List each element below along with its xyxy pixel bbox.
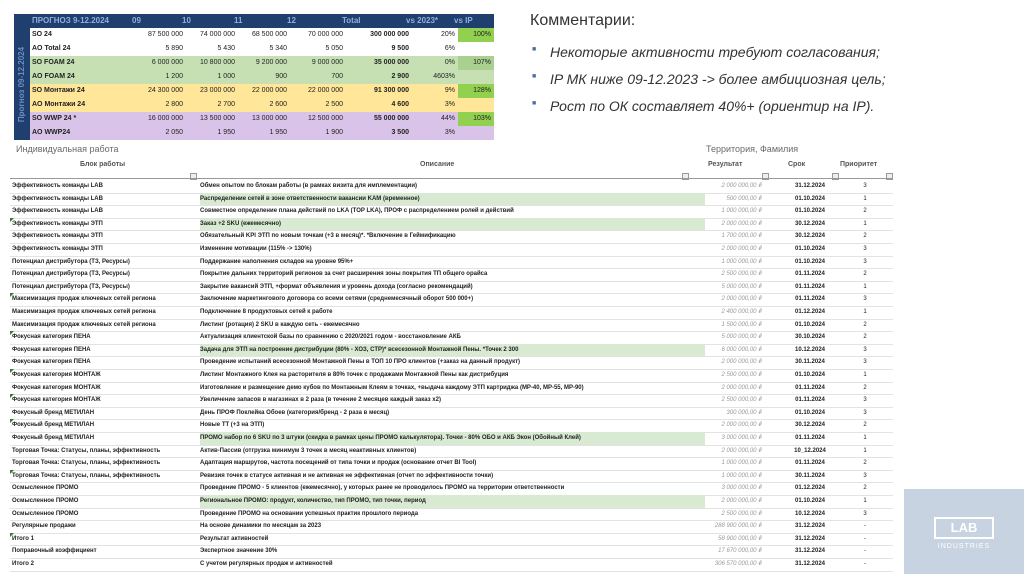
cell-description: Актив-Пассив (отгрузка минимум 3 точек в месяц неактивных клиентов) [200,447,417,454]
cell-deadline: 01.11.2024 [795,397,825,404]
forecast-cell-m09: 2 800 [165,101,183,108]
cell-priority: 1 [863,195,867,202]
cell-block: Эффективность команды ЭТП [12,233,103,240]
forecast-header-10: 10 [182,16,191,25]
forecast-row [30,28,494,42]
cell-deadline: 01.10.2024 [794,372,826,378]
forecast-header-vs2023: vs 2023* [406,16,439,25]
cell-deadline: 01.12.2024 [794,309,826,315]
forecast-row-label: AO WWP24 [32,129,71,136]
forecast-row [30,112,494,126]
cell-deadline: 01.11.2024 [795,271,825,278]
cell-description: Листинг Монтажного Клея на расторителя в 80% точек с продажами Монтажной Пены как дистрибуция [200,372,509,378]
cell-description: Адаптация маршрутов, частота посещений от типа точки и продаж (основание отчет BI Tool) [200,460,477,467]
cell-priority: 2 [863,233,867,240]
table-row[interactable] [10,256,893,270]
forecast-cell-m09: 16 000 000 [147,115,183,122]
cell-result: 2 000 000,00 ₽ [721,384,762,391]
cell-description: Ревизия точек в статусе активная и не активная не эффективная (отчет по эффективности точки) [200,472,494,479]
cell-deadline: 30.12.2024 [794,220,826,227]
cell-description: Заключение маркетингового договора со всеми сетями (среднемесячный оборот 500 000+) [200,296,474,303]
comment-marker-icon [10,419,14,423]
cell-deadline: 30.10.2024 [794,334,826,341]
cell-result: 1 000 000,00 ₽ [721,472,762,479]
forecast-cell-m12: 2 500 [325,101,343,108]
forecast-cell-total: 35 000 000 [373,59,409,66]
cell-description: Покрытие дальних территорий регионов за счет расширения зоны покрытия ТП общего opaйса [200,271,488,278]
forecast-cell-vs2023: 9% [444,87,455,94]
cell-priority: 3 [863,296,867,303]
forecast-header [14,14,494,28]
forecast-cell-vsip: 103% [458,112,494,126]
cell-priority: 1 [863,435,867,441]
forecast-cell-vsip: 107% [458,56,494,70]
cell-block: Фокусная категория МОНТАЖ [12,384,101,391]
cell-block: Эффективность команды LAB [12,183,103,189]
cell-deadline: 01.11.2024 [795,296,825,303]
cell-description: Проведение ПРОМО - 5 клиентов (ежемесячно), у которых ранее не проводилось ПРОМО на территории ответственности [200,485,565,492]
cell-description: Обмен опытом по блокам работы (в рамках визита для имплементации) [200,183,418,189]
cell-deadline: 01.10.2024 [794,498,826,504]
cell-result: 2 000 000,00 ₽ [721,498,762,504]
cell-description: Изменение мотивации (115% -> 130%) [200,246,312,252]
cell-result: 1 000 000,00 ₽ [721,460,762,467]
cell-description: Поддержание наполнения складов на уровне 95%+ [200,258,354,265]
cell-block: Эффективность команды LAB [12,195,103,202]
cell-description: Изготовление и размещение демо кубов по Монтажным Клеям в точках, +выдача каждому ЭТП картриджа (МР-40, МР-55, МР-90) [200,384,584,391]
cell-priority: 2 [863,271,867,278]
forecast-row [30,42,494,56]
table-row[interactable] [10,432,893,446]
table-row[interactable] [10,193,893,207]
cell-deadline: 31.12.2024 [794,523,826,530]
cell-block: Регулярные продажи [12,523,76,530]
table-row[interactable] [10,533,893,547]
cell-description: ПРОМО набор по 6 SKU по 3 штуки (скидка в рамках цены ПРОМО калькулятора). Точки - 80% ОБО и АКБ Экон (Обойный Клей) [200,432,705,445]
forecast-cell-m11: 13 000 000 [251,115,287,122]
cell-description: С учетом регулярных продаж и активностей [200,561,333,567]
table-row[interactable] [10,218,893,232]
forecast-header-vsip: vs IP [454,16,473,25]
cell-description: День ПРОФ Поклейка Обоев (категория/бренд - 2 раза в месяц) [200,409,390,416]
cell-block: Потенциал дистрибутора (ТЗ, Ресурсы) [12,271,130,278]
forecast-row-label: SO Монтажи 24 [32,87,85,94]
forecast-row [30,126,494,140]
section-label-territory: Территория, Фамилия [706,144,799,154]
table-row[interactable] [10,482,893,496]
cell-priority: - [864,561,866,567]
cell-deadline: 31.12.2024 [794,183,826,189]
cell-priority: 2 [863,460,867,467]
cell-deadline: 30.12.2024 [794,422,826,429]
cell-description: Проведение испытаний всесезонной Монтажной Пены в ТОП 10 ПРО клиентов (+заказ на данный продукт) [200,359,521,366]
comment-marker-icon [10,470,14,474]
table-row[interactable] [10,558,893,572]
forecast-cell-vsip [458,42,494,56]
forecast-cell-m12: 22 000 000 [307,87,343,94]
forecast-cell-m09: 24 300 000 [147,87,183,94]
cell-deadline: 30.11.2024 [795,359,825,366]
cell-priority: 1 [863,283,867,290]
forecast-cell-vsip: 128% [458,84,494,98]
cell-deadline: 01.11.2024 [795,460,825,467]
comment-item: ■ Рост по ОК составляет 40%+ (ориентир на IP). [530,98,1000,114]
table-row[interactable] [10,419,893,433]
cell-description: Заказ +2 SKU (ежемесячно) [200,218,705,231]
forecast-header-12: 12 [287,16,296,25]
forecast-row [30,84,494,98]
cell-block: Фокусный бренд МЕТИЛАН [12,435,95,441]
table-row[interactable] [10,369,893,383]
cell-result: 288 900 000,00 ₽ [714,523,762,530]
forecast-cell-total: 9 500 [391,45,409,52]
cell-result: 5 000 000,00 ₽ [721,283,762,290]
comment-marker-icon [10,293,14,297]
forecast-cell-m10: 1 950 [217,129,235,136]
cell-block: Итого 1 [12,535,34,542]
cell-block: Осмысленное ПРОМО [12,498,79,504]
table-row[interactable] [10,445,893,459]
table-row[interactable] [10,470,893,484]
cell-block: Эффективность команды LAB [12,208,103,215]
cell-result: 1 700 000,00 ₽ [721,233,762,240]
cell-block: Эффективность команды ЭТП [12,246,103,252]
forecast-cell-m09: 87 500 000 [147,31,183,38]
cell-deadline: 31.12.2024 [794,535,826,542]
table-row[interactable] [10,205,893,219]
tasks-table [10,158,893,574]
forecast-header-11: 11 [234,16,243,25]
forecast-cell-m12: 70 000 000 [307,31,343,38]
forecast-row-label: SO 24 [32,31,52,38]
table-row[interactable] [10,382,893,396]
comment-marker-icon [10,369,14,373]
cell-block: Фокусная категория ПЕНА [12,334,91,341]
forecast-cell-m11: 1 950 [269,129,287,136]
forecast-cell-m10: 13 500 000 [199,115,235,122]
forecast-cell-vsip: 100% [458,28,494,42]
cell-result: 2 000 000,00 ₽ [721,183,762,189]
forecast-cell-m11: 68 500 000 [251,31,287,38]
cell-block: Потенциал дистрибутора (ТЗ, Ресурсы) [12,258,130,265]
cell-description: Результат активностей [200,535,269,542]
cell-description: Задача для ЭТП на построение дистрибуции (80% - ХОЗ, СТР)* всесезонной Монтажной Пены. *Точек 2 300 [200,344,705,357]
cell-deadline: 10_12.2024 [794,447,826,454]
cell-priority: 3 [863,510,867,517]
forecast-cell-vs2023: 20% [440,31,455,38]
cell-priority: 3 [863,359,867,366]
cell-priority: 1 [863,220,867,227]
comment-marker-icon [10,533,14,537]
cell-priority: - [864,523,866,530]
cell-priority: 1 [863,447,867,454]
forecast-cell-m09: 2 050 [165,129,183,136]
table-row[interactable] [10,230,893,244]
cell-priority: 2 [863,321,867,328]
forecast-cell-m12: 9 000 000 [311,59,343,66]
forecast-cell-vs2023: 3% [444,129,455,136]
cell-description: Новые ТТ (+3 на ЭТП) [200,422,265,429]
cell-description: Экспертное значение 30% [200,548,278,555]
cell-description: Обязательный KPI ЭТП по новым точкам (+3 в месяц)*. *Включение в Геймификацию [200,233,456,240]
forecast-cell-m12: 5 050 [325,45,343,52]
forecast-row [30,70,494,84]
comments-title: Комментарии: [530,12,636,29]
comments-panel [530,12,1000,125]
section-label-individual: Индивидуальная работа [16,144,119,154]
logo-name: LAB [934,517,994,539]
cell-block: Осмысленное ПРОМО [12,485,79,492]
forecast-cell-total: 3 500 [391,129,409,136]
table-row[interactable] [10,520,893,534]
table-row[interactable] [10,243,893,257]
cell-priority: 3 [863,409,867,416]
cell-deadline: 30.11.2024 [795,472,825,479]
cell-priority: 2 [863,422,867,429]
forecast-row [30,56,494,70]
table-row[interactable] [10,407,893,421]
cell-priority: 1 [863,498,867,504]
forecast-cell-m10: 5 430 [217,45,235,52]
cell-result: 6 000 000,00 ₽ [721,346,762,353]
cell-result: 2 400 000,00 ₽ [721,309,762,315]
cell-result: 2 000 000,00 ₽ [721,447,762,454]
cell-deadline: 01.11.2024 [795,283,825,290]
table-row[interactable] [10,281,893,295]
cell-description: Совместное определение плана действий по LKA (TOP LKA), ПРОФ с распределением ролей и действий [200,208,514,215]
cell-description: На основе динамики по месяцам за 2023 [200,523,322,530]
forecast-table [14,14,494,140]
cell-priority: 3 [863,472,867,479]
cell-deadline: 31.12.2024 [794,561,826,567]
table-row[interactable] [10,331,893,345]
cell-result: 2 000 000,00 ₽ [721,359,762,366]
cell-deadline: 01.10.2024 [794,321,826,328]
forecast-vertical-label [14,28,30,140]
cell-block: Торговая Точка: Статусы, планы, эффективность [12,472,161,479]
cell-block: Фокусная категория ПЕНА [12,359,91,366]
forecast-row-label: AO Total 24 [32,45,71,52]
cell-block: Максимизация продаж ключевых сетей регионa [12,309,156,315]
forecast-cell-m09: 1 200 [165,73,183,80]
forecast-cell-m10: 10 800 000 [199,59,235,66]
cell-block: Фокусная категория МОНТАЖ [12,397,101,404]
forecast-cell-m11: 9 200 000 [255,59,287,66]
cell-result: 300 000,00 ₽ [726,409,762,416]
cell-result: 2 500 000,00 ₽ [721,397,762,404]
cell-block: Потенциал дистрибутора (ТЗ, Ресурсы) [12,283,130,290]
forecast-cell-m12: 12 500 000 [307,115,343,122]
table-row[interactable] [10,356,893,370]
forecast-cell-m11: 5 340 [269,45,287,52]
forecast-row [30,98,494,112]
table-row[interactable] [10,495,893,509]
forecast-header-total: Total [342,16,361,25]
comment-marker-icon [10,331,14,335]
forecast-cell-m11: 2 600 [269,101,287,108]
cell-priority: 2 [863,384,867,391]
cell-description: Актуализация клиентской базы по сравнению с 2020/2021 годом - восстановление АКБ [200,334,461,341]
forecast-cell-m12: 1 900 [325,129,343,136]
cell-result: 1 000 000,00 ₽ [721,208,762,215]
table-row[interactable] [10,306,893,320]
cell-block: Фокусная категория МОНТАЖ [12,372,101,378]
cell-block: Максимизация продаж ключевых сетей регионa [12,296,156,303]
cell-result: 5 000 000,00 ₽ [721,334,762,341]
cell-priority: 3 [863,246,867,252]
tasks-header [10,158,893,180]
table-row[interactable] [10,457,893,471]
cell-description: Увеличение запасов в магазинах в 2 раза (в течение 2 месяцев каждый заказ х2) [200,397,441,404]
cell-description: Проведение ПРОМО на основании успешных практик прошлого периода [200,510,419,517]
cell-deadline: 10.12.2024 [794,510,826,517]
forecast-cell-vs2023: 44% [440,115,455,122]
cell-result: 306 570 000,00 ₽ [714,561,762,567]
forecast-cell-total: 55 000 000 [373,115,409,122]
cell-result: 3 000 000,00 ₽ [721,435,762,441]
forecast-cell-m10: 1 000 [217,73,235,80]
cell-result: 3 000 000,00 ₽ [721,485,762,492]
cell-priority: 2 [863,208,867,215]
cell-priority: 1 [863,372,867,378]
cell-result: 1 500 000,00 ₽ [721,321,762,328]
table-row[interactable] [10,293,893,307]
forecast-cell-m10: 2 700 [217,101,235,108]
cell-block: Торговая Точка: Статусы, планы, эффективность [12,460,161,467]
header-description: Описание [420,161,455,168]
forecast-cell-vs2023: 3% [444,101,455,108]
forecast-cell-m12: 700 [331,73,343,80]
cell-result: 2 000 000,00 ₽ [721,422,762,429]
cell-priority: - [864,535,866,542]
forecast-cell-m10: 74 000 000 [199,31,235,38]
forecast-cell-total: 2 900 [391,73,409,80]
cell-block: Фокусный бренд МЕТИЛАН [12,409,95,416]
forecast-cell-m09: 6 000 000 [151,59,183,66]
cell-block: Осмысленное ПРОМО [12,510,79,517]
forecast-cell-vsip [458,70,494,84]
table-row[interactable] [10,180,893,194]
forecast-cell-vs2023: 6% [444,45,455,52]
cell-deadline: 01.10.2024 [794,208,826,215]
forecast-header-title: ПРОГНОЗ 9-12.2024 [32,16,110,25]
cell-deadline: 30.12.2024 [794,233,826,240]
cell-result: 2 500 000,00 ₽ [721,271,762,278]
header-divider [10,178,893,179]
comment-item: ■ IP МК ниже 09-12.2023 -> более амбициозная цель; [530,71,1000,87]
cell-deadline: 01.11.2024 [795,435,825,441]
logo-sub: INDUSTRIES [937,543,991,550]
cell-block: Итого 2 [12,561,34,567]
cell-result: 2 500 000,00 ₽ [721,372,762,378]
cell-deadline: 01.11.2024 [795,384,825,391]
forecast-vertical-text: Прогноз 09-12.2024 [17,46,27,122]
forecast-cell-m09: 5 890 [165,45,183,52]
cell-block: Поправочный коэффициент [12,548,97,555]
cell-priority: 2 [863,485,867,492]
cell-priority: - [864,548,866,555]
lab-industries-logo [904,489,1024,574]
cell-description: Листинг (ротация) 2 SKU в каждую сеть - ежемесячно [200,321,360,328]
table-row[interactable] [10,508,893,522]
cell-deadline: 31.12.2024 [794,548,826,555]
cell-block: Фокусный бренд МЕТИЛАН [12,422,95,429]
forecast-header-09: 09 [132,16,141,25]
cell-block: Эффективность команды ЭТП [12,220,103,227]
cell-priority: 3 [863,258,867,265]
cell-result: 2 000 000,00 ₽ [721,296,762,303]
header-block: Блок работы [80,161,126,168]
forecast-row-label: SO WWP 24 * [32,115,77,122]
header-priority: Приоритет [840,161,878,168]
cell-result: 17 670 000,00 ₽ [718,548,762,555]
cell-block: Максимизация продаж ключевых сетей регионa [12,321,156,328]
cell-deadline: 01.12.2024 [794,485,826,492]
cell-description: Подключение 8 продуктовых сетей к работе [200,309,333,315]
cell-result: 2 000 000,00 ₽ [721,246,762,252]
cell-description: Региональное ПРОМО: продукт, количество, тип ПРОМО, тип точки, период [200,495,705,508]
cell-deadline: 01.10.2024 [794,246,826,252]
cell-priority: 3 [863,183,867,189]
comment-marker-icon [10,394,14,398]
cell-deadline: 01.10.2024 [794,195,826,202]
cell-priority: 3 [863,397,867,404]
cell-description: Распределение сетей в зоне ответственности вакансии KAM (временное) [200,193,705,206]
forecast-cell-total: 300 000 000 [370,31,409,38]
cell-deadline: 01.10.2024 [794,409,826,416]
cell-description: Закрытие вакансий ЭТП, +формат объявления и уровень дохода (согласно рекомендаций) [200,283,473,290]
forecast-cell-vs2023: 0% [444,59,455,66]
table-row[interactable] [10,344,893,358]
forecast-cell-vsip [458,126,494,140]
forecast-cell-m11: 900 [275,73,287,80]
table-row[interactable] [10,319,893,333]
cell-result: 2 500 000,00 ₽ [721,510,762,517]
cell-block: Фокусная категория ПЕНА [12,346,91,353]
forecast-cell-m10: 23 000 000 [199,87,235,94]
comment-item: ■ Некоторые активности требуют согласования; [530,44,1000,60]
forecast-cell-m11: 22 000 000 [251,87,287,94]
cell-priority: 2 [863,334,867,341]
cell-deadline: 01.10.2024 [794,258,826,265]
cell-priority: 1 [863,309,867,315]
cell-result: 2 000 000,00 ₽ [721,220,762,227]
forecast-row-label: SO FOAM 24 [32,59,75,66]
table-row[interactable] [10,394,893,408]
table-row[interactable] [10,545,893,559]
cell-result: 500 000,00 ₽ [726,195,762,202]
header-result: Результат [708,161,743,168]
cell-result: 58 900 000,00 ₽ [718,535,762,542]
forecast-row-label: AO FOAM 24 [32,73,75,80]
comments-list [530,44,1000,114]
forecast-cell-total: 91 300 000 [373,87,409,94]
header-deadline: Срок [788,161,806,168]
forecast-cell-vs2023: 4603% [433,73,455,80]
cell-deadline: 10.12.2024 [794,346,826,353]
table-row[interactable] [10,268,893,282]
forecast-cell-vsip [458,98,494,112]
forecast-row-label: AO Монтажи 24 [32,101,86,108]
cell-result: 1 000 000,00 ₽ [721,258,762,265]
forecast-cell-total: 4 600 [391,101,409,108]
comment-marker-icon [10,218,14,222]
cell-priority: 3 [863,346,867,353]
cell-block: Торговая Точка: Статусы, планы, эффективность [12,447,161,454]
